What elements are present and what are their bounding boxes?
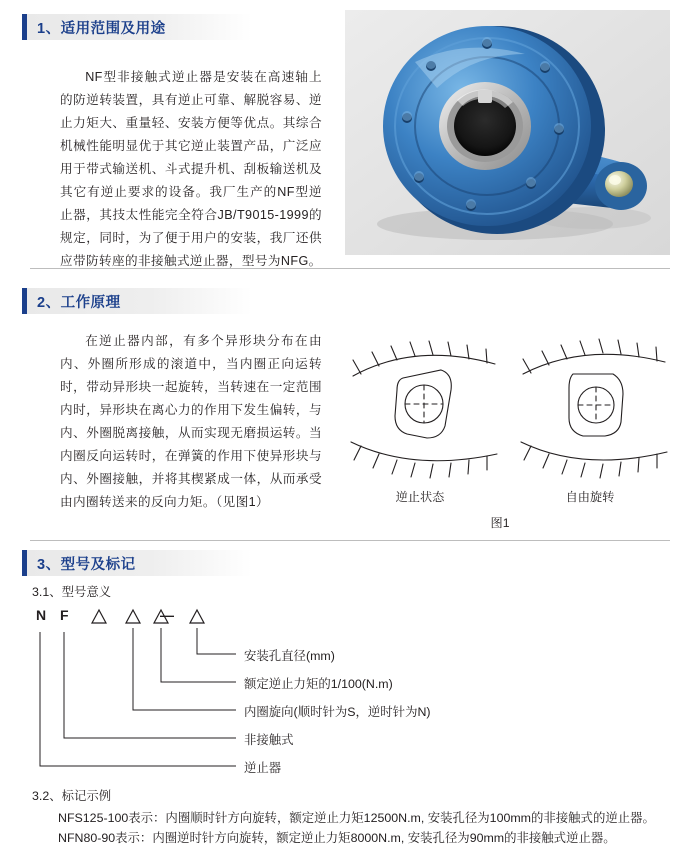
model-callout-2: 额定逆止力矩的1/100(N.m) [244,677,393,691]
model-leader-lines [36,620,326,780]
principle-figure [345,330,675,490]
principle-figure-illustration [345,330,675,490]
model-example-2: NFN80-90表示：内圈逆时针方向旋转，额定逆止力矩8000N.m, 安装孔径为90mm的非接触式逆止器。 [58,831,616,845]
figure1-caption: 图1 [490,516,510,530]
product-photo-illustration [345,10,670,255]
model-char-n: N [36,607,47,623]
section-2-body: 在逆止器内部，有多个异形块分布在由内、外圈所形成的滚道中，当内圈正向运转时，带动异形块一起旋转，当转速在一定范围内时，异形块在离心力的作用下发生偏转，与内、外圈脱离接触，从而实现无磨损运转。当内圈反向运转时，在弹簧的作用下使异形块与内、外圈接触，并将其楔紧成一体，从而承受由内圈转送来的反向力矩。（见图1） [60,334,322,509]
section-heading-2 [22,288,252,314]
section-heading-2-label: 2、工作原理 [37,294,121,311]
section-heading-1-label: 1、适用范围及用途 [37,20,166,37]
model-dash: — [160,607,174,623]
section-heading-3 [22,550,252,576]
section-1-body: NF型非接触式逆止器是安装在高速轴上的防逆转装置，具有逆止可靠、解脱容易、逆止力矩大、重量轻、安装方便等优点。其综合机械性能明显优于其它逆止装置产品，广泛应用于带式输送机、斗式提升机、刮板输送机及其它有逆止要求的设备。我厂生产的NF型逆止器，其技太性能完全符合JB/T9015-1999的规定，同时，为了便于用户的安装，我厂还供应带防转座的非接触式逆止器，型号为NFG。 [60,70,322,268]
section-heading-3-label: 3、型号及标记 [37,556,136,573]
section-heading-1 [22,14,252,40]
model-subheading-2: 3.2、标记示例 [32,789,112,803]
model-callout-1: 安装孔直径(mm) [244,649,335,663]
model-callout-3: 内圈旋向(顺时针为S，逆时针为N) [244,705,431,719]
product-photo [345,10,670,255]
divider-1 [30,268,670,269]
model-char-f: F [60,607,69,623]
divider-2 [30,540,670,541]
model-callout-5: 逆止器 [244,761,282,775]
model-example-1: NFS125-100表示：内圈顺时针方向旋转，额定逆止力矩12500N.m, 安装孔径为100mm的非接触式的逆止器。 [58,811,655,825]
model-subheading-1: 3.1、型号意义 [32,585,112,599]
model-callout-4: 非接触式 [244,733,294,747]
figure1-left-caption: 逆止状态 [395,490,445,504]
figure1-right-caption: 自由旋转 [565,490,615,504]
